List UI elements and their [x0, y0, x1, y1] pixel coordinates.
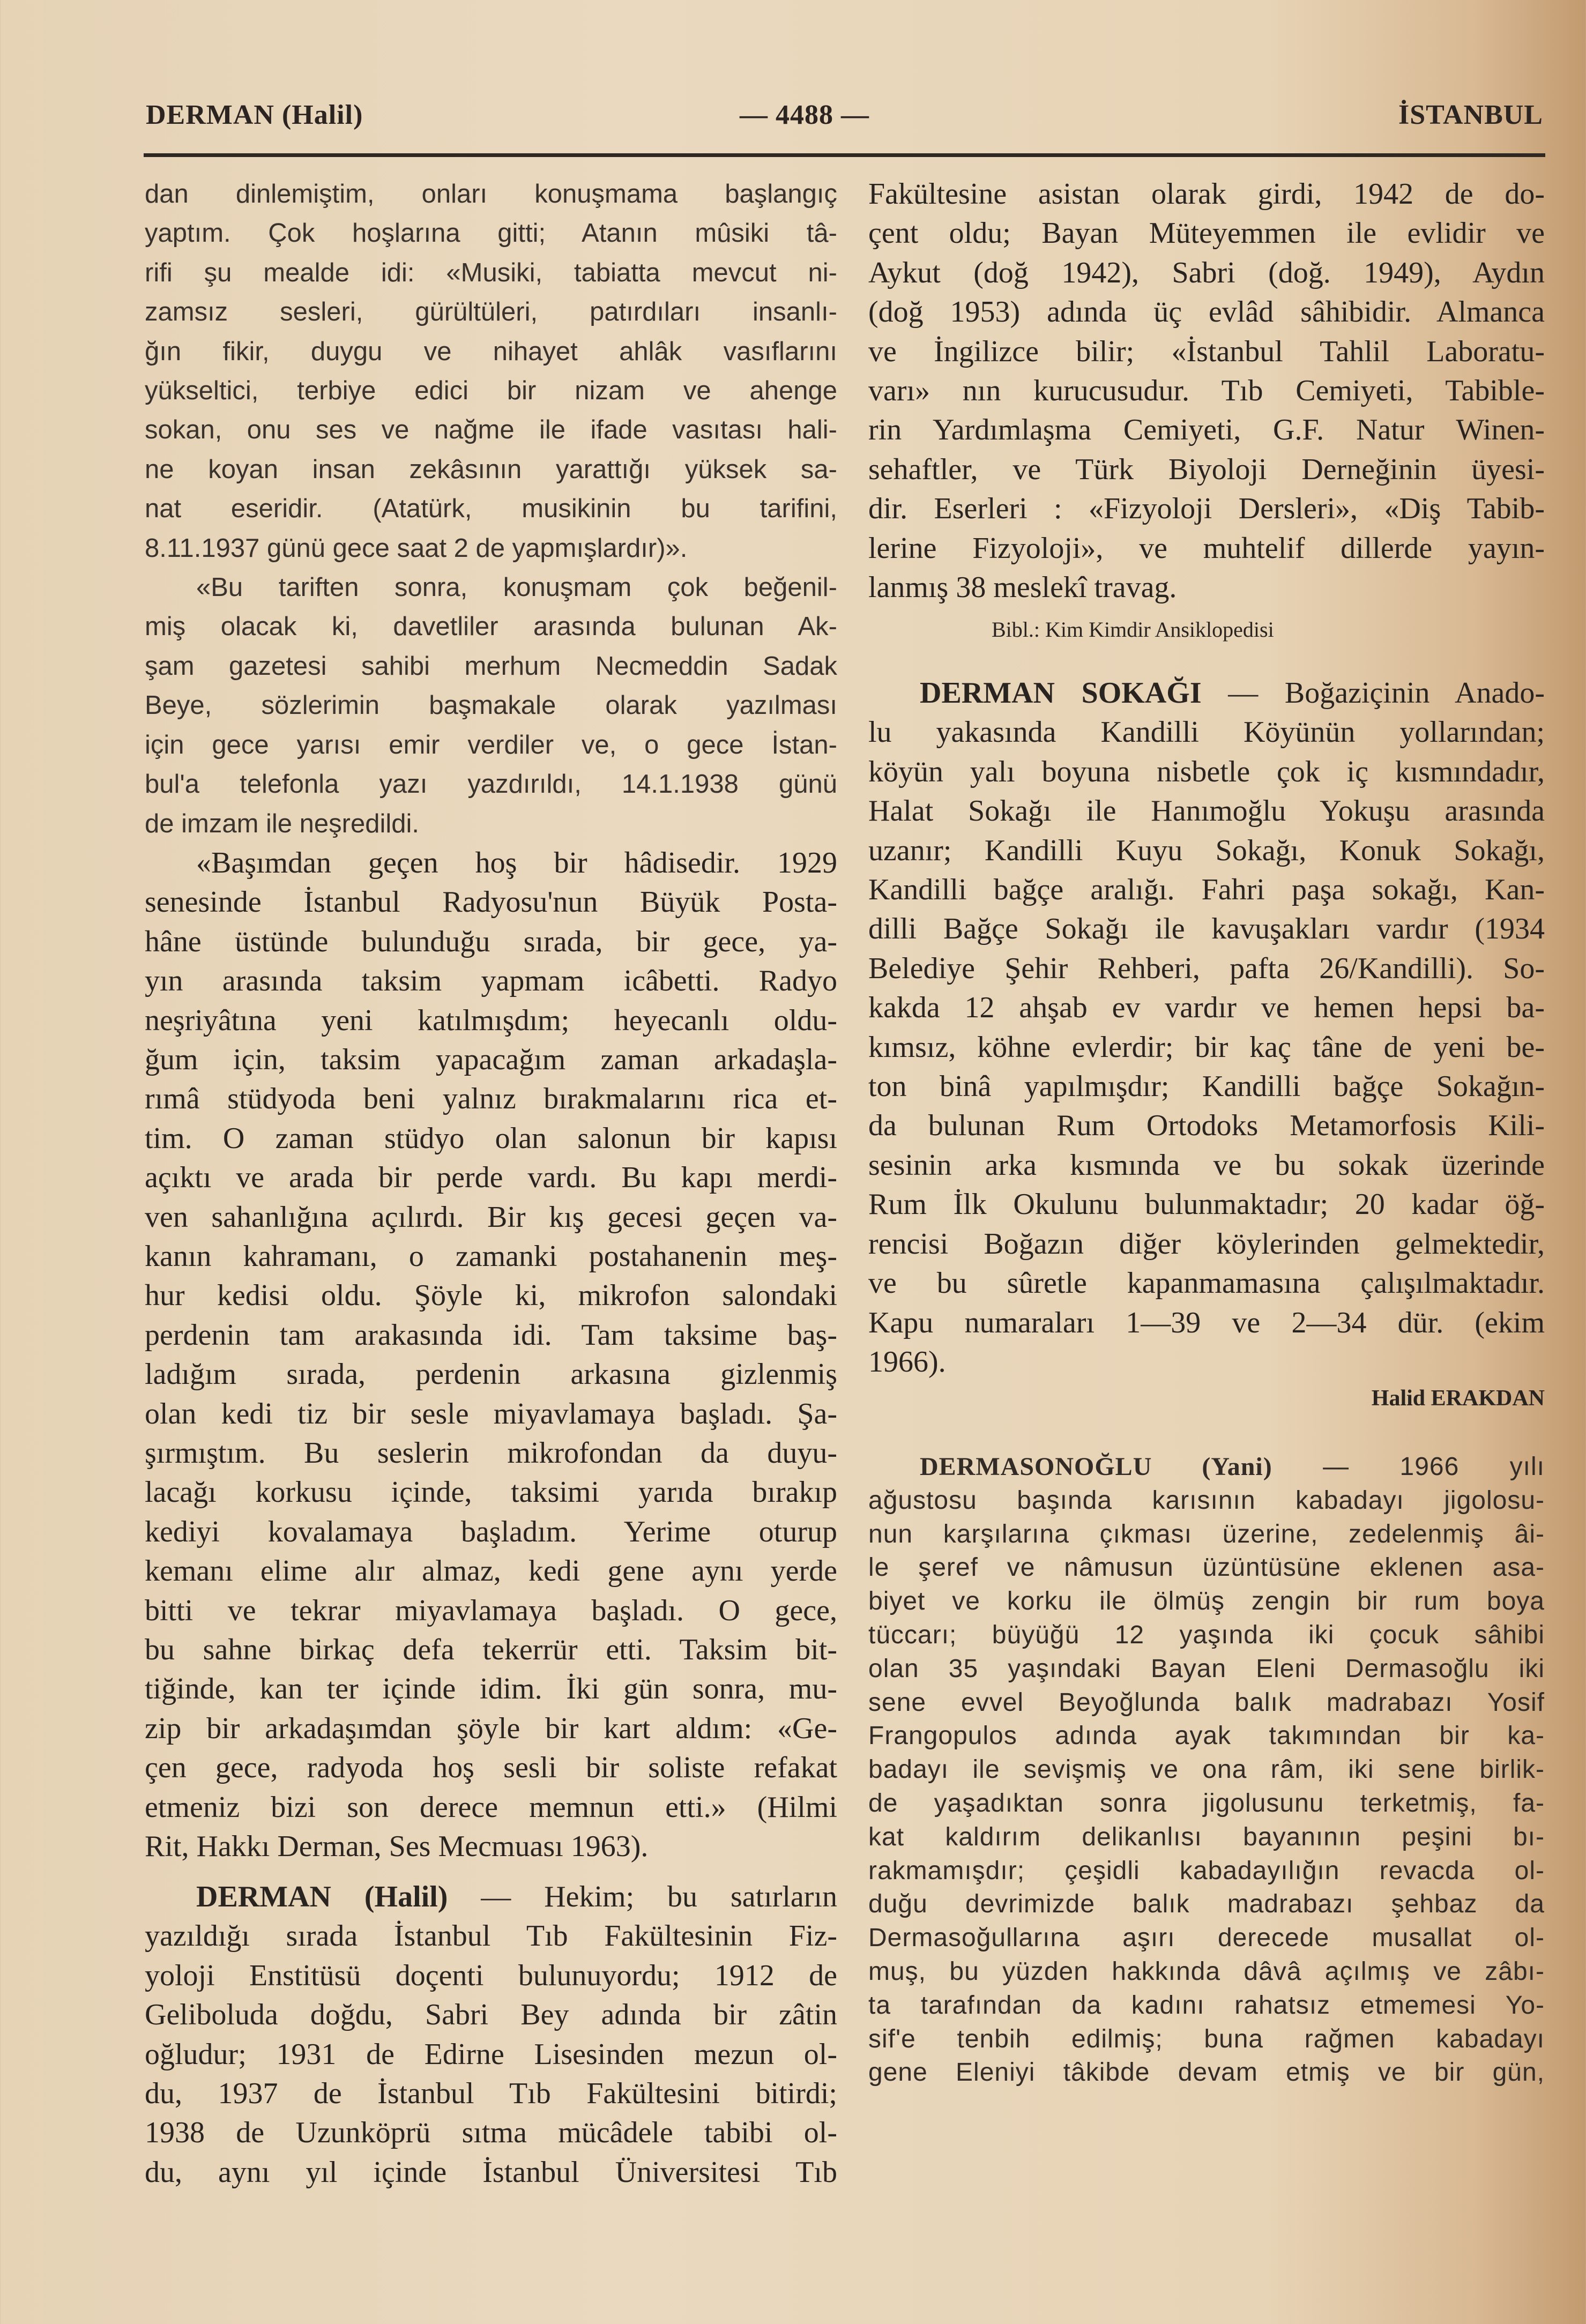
text-line	[145, 2074, 837, 2113]
line-text: tiğinde, kan ter içinde idim. İki gün sonra, mu-	[145, 1672, 837, 1706]
entry-heading: DERMAN (Halil)	[196, 1880, 448, 1913]
text-line	[145, 2153, 837, 2192]
line-text: (doğ 1953) adında üç evlâd sâhibidir. Almanca	[868, 295, 1545, 329]
line-text: bitti ve tekrar miyavlamaya başladı. O gece,	[145, 1593, 837, 1627]
text-line	[868, 870, 1545, 910]
text-line	[145, 726, 837, 765]
line-text: du, aynı yıl içinde İstanbul Üniversitesi Tıb	[145, 2155, 837, 2189]
line-text: Aykut (doğ 1942), Sabri (doğ. 1949), Aydın	[868, 256, 1545, 289]
text-line	[145, 371, 837, 411]
line-text: ta tarafından da kadını rahatsız etmemesi Yo-	[868, 1991, 1545, 2020]
text-line	[145, 1878, 837, 1917]
text-line	[145, 844, 837, 883]
line-text: Kandilli bağçe aralığı. Fahri paşa sokağı, Kan-	[868, 873, 1545, 907]
line-text: Geliboluda doğdu, Sabri Bey adında bir zâtin	[145, 1998, 837, 2032]
line-text: muş, bu yüzden hakkında dâvâ açılmış ve zâbı-	[868, 1957, 1545, 1986]
text-line	[145, 1237, 837, 1276]
text-line	[868, 1343, 1545, 1382]
text-line	[145, 1040, 837, 1079]
text-line	[868, 2023, 1545, 2057]
line-text: sene evvel Beyoğlunda balık madrabazı Yosif	[868, 1688, 1545, 1717]
text-line	[145, 962, 837, 1001]
text-line	[145, 568, 837, 607]
text-line	[145, 411, 837, 450]
text-line	[145, 1630, 837, 1670]
text-line	[868, 1067, 1545, 1106]
text-line	[145, 805, 837, 844]
text-line	[868, 1652, 1545, 1686]
text-line	[868, 371, 1545, 411]
text-line	[868, 910, 1545, 949]
line-text: yükseltici, terbiye edici bir nizam ve ahenge	[145, 376, 837, 406]
text-line	[868, 1921, 1545, 1955]
text-line	[868, 450, 1545, 489]
line-text: dilli Bağçe Sokağı ile kavuşakları vardır (1934	[868, 912, 1545, 946]
text-line	[145, 1956, 837, 1995]
line-text: zamsız sesleri, gürültüleri, patırdıları insanlı-	[145, 297, 837, 327]
text-line	[145, 883, 837, 922]
text-line	[868, 674, 1545, 713]
line-text: olan kedi tiz bir sesle miyavlamaya başladı. Şa-	[145, 1397, 837, 1431]
text-line	[868, 1619, 1545, 1652]
line-text: kımsız, köhne evlerdir; bir kaç tâne de yeni be-	[868, 1030, 1545, 1064]
text-line	[868, 1518, 1545, 1552]
text-line	[145, 1158, 837, 1197]
header-rule	[144, 153, 1545, 157]
line-text: ven sahanlığına açılırdı. Bir kış gecesi geçen va-	[145, 1200, 837, 1234]
line-text: lacağı korkusu içinde, taksimi yarıda bırakıp	[145, 1476, 837, 1509]
text-line	[145, 1198, 837, 1237]
line-text: le şeref ve nâmusun üzüntüsüne eklenen asa-	[868, 1553, 1545, 1582]
entry-dermasonoglu	[868, 1450, 1545, 2090]
entry-derman-halil	[145, 1878, 837, 2192]
text-line	[868, 1225, 1545, 1264]
line-text: yaptım. Çok hoşlarına gitti; Atanın mûsiki tâ-	[145, 219, 837, 248]
line-text: varı» nın kurucusudur. Tıb Cemiyeti, Tabible-	[868, 374, 1545, 408]
text-line	[145, 647, 837, 686]
line-text: neşriyâtına yeni katılmışdım; heyecanlı oldu-	[145, 1003, 837, 1037]
line-text: ağustosu başında karısının kabadayı jigolosu-	[868, 1486, 1545, 1515]
text-line	[868, 489, 1545, 528]
text-line	[868, 1106, 1545, 1145]
line-text: rımâ stüdyoda beni yalnız bırakmalarını rica et-	[145, 1082, 837, 1116]
line-text: ne koyan insan zekâsının yarattığı yüksek sa-	[145, 455, 837, 484]
text-line	[868, 1185, 1545, 1224]
line-text: kanın kahramanı, o zamanki postahanenin meş-	[145, 1239, 837, 1273]
text-line	[145, 686, 837, 725]
line-text: kat kaldırım delikanlısı bayanının peşini bı-	[868, 1822, 1545, 1851]
line-text: — 1966 yılı	[1272, 1452, 1545, 1481]
line-text: kemanı elime alır almaz, kedi gene aynı yerde	[145, 1554, 837, 1588]
text-line	[868, 1551, 1545, 1585]
text-line	[145, 450, 837, 489]
line-text: Halat Sokağı ile Hanımoğlu Yokuşu arasında	[868, 794, 1545, 828]
line-text: rakmamışdır; çeşidli kabadayılığın revacda ol-	[868, 1856, 1545, 1885]
left-column-text	[145, 175, 837, 1866]
text-line	[868, 1484, 1545, 1518]
text-line	[868, 1719, 1545, 1753]
text-line	[145, 1079, 837, 1119]
line-text: kediyi kovalamaya başladım. Yerime oturup	[145, 1515, 837, 1548]
text-line	[868, 2056, 1545, 2090]
line-text: uzanır; Kandilli Kuyu Sokağı, Konuk Sokağı,	[868, 833, 1545, 867]
entry-heading: DERMAN SOKAĞI	[920, 676, 1202, 710]
text-line	[145, 1316, 837, 1355]
line-text: bul'a telefonla yazı yazdırıldı, 14.1.1938 günü	[145, 770, 837, 799]
line-text: ton binâ yapılmışdır; Kandilli bağçe Sokağın-	[868, 1070, 1545, 1104]
line-text: çent oldu; Bayan Müteyemmen ile evlidir ve	[868, 217, 1545, 250]
line-text: Frangopulos adında ayak takımından bir ka-	[868, 1722, 1545, 1751]
line-text: Belediye Şehir Rehberi, pafta 26/Kandilli). So-	[868, 951, 1545, 985]
line-text: 1938 de Uzunköprü sıtma mücâdele tabibi ol-	[145, 2116, 837, 2150]
line-text: yoloji Enstitüsü doçenti bulunuyordu; 1912 de	[145, 1958, 837, 1992]
text-line	[868, 254, 1545, 293]
text-line	[868, 1753, 1545, 1787]
line-text: lu yakasında Kandilli Köyünün yollarından;	[868, 716, 1545, 749]
text-line	[145, 2113, 837, 2152]
text-line	[145, 1355, 837, 1394]
line-text: Beye, sözlerimin başmakale olarak yazılması	[145, 691, 837, 720]
text-line	[868, 1146, 1545, 1185]
line-text: tim. O zaman stüdyo olan salonun bir kapısı	[145, 1121, 837, 1155]
text-line	[145, 1748, 837, 1787]
line-text: biyet ve korku ile ölmüş zengin bir rum boya	[868, 1587, 1545, 1616]
line-text: sehaftler, ve Türk Biyoloji Derneğinin üyesi-	[868, 452, 1545, 486]
text-line	[868, 568, 1545, 607]
bibliography-note: Bibl.: Kim Kimdir Ansiklopedisi	[992, 617, 1274, 642]
paragraph	[145, 844, 837, 1867]
line-text: hur kedisi oldu. Şöyle ki, mikrofon salondaki	[145, 1279, 837, 1313]
line-text: yın arasında taksim yapmam icâbetti. Radyo	[145, 964, 837, 998]
line-text: «Bu tariften sonra, konuşmam çok beğenil-	[196, 573, 837, 602]
line-text: lerine Fizyoloji», ve muhtelif dillerde yayın-	[868, 531, 1545, 565]
line-text: nat eseridir. (Atatürk, musikinin bu tarifini,	[145, 494, 837, 524]
text-line	[145, 1827, 837, 1866]
running-head-entry: DERMAN (Halil)	[146, 100, 363, 130]
line-text: — Boğaziçinin Anado-	[1201, 676, 1545, 710]
line-text: çen gece, radyoda hoş sesli bir soliste refakat	[145, 1751, 837, 1785]
text-line	[868, 1686, 1545, 1720]
line-text: bu sahne birkaç defa tekerrür etti. Taksim bit-	[145, 1633, 837, 1667]
paragraph	[145, 175, 837, 568]
line-text: rifi şu mealde idi: «Musiki, tabiatta mevcut ni-	[145, 258, 837, 287]
line-text: zip bir arkadaşımdan şöyle bir kart aldım: «Ge-	[145, 1711, 837, 1745]
paragraph	[145, 1878, 837, 2192]
text-line	[868, 1854, 1545, 1888]
text-line	[868, 1028, 1545, 1067]
paragraph	[868, 175, 1545, 607]
line-text: sif'e tenbih edilmiş; buna rağmen kabadayı	[868, 2024, 1545, 2053]
entry-derman-sokagi	[868, 674, 1545, 1382]
line-text: Rit, Hakkı Derman, Ses Mecmuası 1963).	[145, 1830, 649, 1864]
text-line	[868, 1264, 1545, 1303]
text-line	[868, 753, 1545, 792]
line-text: senesinde İstanbul Radyosu'nun Büyük Posta-	[145, 885, 837, 919]
text-line	[868, 1585, 1545, 1619]
text-line	[145, 1917, 837, 1956]
line-text: olan 35 yaşındaki Bayan Eleni Dermasoğlu iki	[868, 1654, 1545, 1683]
line-text: 1966).	[868, 1345, 946, 1379]
text-line	[145, 1709, 837, 1748]
paragraph	[868, 1450, 1545, 2090]
line-text: tüccarı; büyüğü 12 yaşında iki çocuk sâhibi	[868, 1620, 1545, 1649]
text-line	[868, 293, 1545, 332]
text-line	[868, 332, 1545, 371]
text-line	[145, 1995, 837, 2035]
text-line	[145, 1276, 837, 1315]
line-text: lanmış 38 meslekî travag.	[868, 571, 1177, 605]
line-text: «Başımdan geçen hoş bir hâdisedir. 1929	[196, 846, 837, 880]
paragraph	[145, 568, 837, 844]
text-line	[145, 607, 837, 646]
text-line	[145, 254, 837, 293]
text-line	[145, 1434, 837, 1473]
line-text: Kapu numaraları 1—39 ve 2—34 dür. (ekim	[868, 1306, 1545, 1339]
paragraph	[868, 674, 1545, 1382]
text-line	[145, 214, 837, 253]
text-line	[145, 1591, 837, 1630]
text-line	[868, 792, 1545, 831]
right-column-continuation	[868, 175, 1545, 607]
text-line	[868, 1821, 1545, 1854]
text-line	[868, 1989, 1545, 2023]
text-line	[145, 529, 837, 568]
line-text: için gece yarısı emir verdiler ve, o gece İstan-	[145, 730, 837, 759]
text-line	[868, 529, 1545, 568]
line-text: nun karşılarına çıkması üzerine, zedelenmiş âi-	[868, 1519, 1545, 1548]
line-text: yazıldığı sırada İstanbul Tıb Fakültesinin Fiz-	[145, 1919, 837, 1953]
line-text: de yaşadıktan sonra jigolusunu terketmiş, fa-	[868, 1789, 1545, 1818]
line-text: ve İngilizce bilir; «İstanbul Tahlil Laboratu-	[868, 334, 1545, 368]
line-text: du, 1937 de İstanbul Tıb Fakültesini bitirdi;	[145, 2077, 837, 2111]
text-line	[868, 1450, 1545, 1484]
line-text: 8.11.1937 günü gece saat 2 de yapmışlardır)».	[145, 533, 688, 563]
line-text: sesinin arka kısmında ve bu sokak üzerinde	[868, 1148, 1545, 1182]
line-text: perdenin tam arakasında idi. Tam taksime baş-	[145, 1318, 837, 1352]
line-text: hâne üstünde bulunduğu sırada, bir gece, ya-	[145, 925, 837, 958]
line-text: miş olacak ki, davetliler arasında bulunan Ak-	[145, 612, 837, 642]
line-text: badayı ile sevişmiş ve ona râm, iki sene birlik-	[868, 1755, 1545, 1784]
text-line	[145, 293, 837, 332]
text-line	[868, 175, 1545, 214]
text-line	[145, 1119, 837, 1158]
text-line	[145, 922, 837, 962]
author-signature: Halid ERAKDAN	[1371, 1386, 1545, 1411]
line-text: ğum için, taksim yapacağım zaman arkadaşla-	[145, 1042, 837, 1076]
line-text: — Hekim; bu satırların	[448, 1880, 837, 1913]
text-line	[145, 1001, 837, 1040]
text-line	[145, 1788, 837, 1827]
line-text: şırmıştım. Bu seslerin mikrofondan da duyu-	[145, 1436, 837, 1470]
text-line	[145, 489, 837, 528]
text-line	[145, 765, 837, 804]
text-line	[145, 1473, 837, 1512]
text-line	[868, 1787, 1545, 1821]
line-text: de imzam ile neşredildi.	[145, 809, 419, 838]
line-text: dir. Eserleri : «Fizyoloji Dersleri», «Diş Tabib-	[868, 492, 1545, 526]
text-line	[145, 332, 837, 371]
line-text: Dermasoğullarına aşırı derecede musallat ol-	[868, 1924, 1545, 1953]
line-text: dan dinlemiştim, onları konuşmama başlangıç	[145, 180, 837, 208]
entry-heading: DERMASONOĞLU (Yani)	[920, 1452, 1272, 1481]
line-text: sokan, onu ses ve nağme ile ifade vasıtası hali-	[145, 415, 837, 445]
text-line	[868, 949, 1545, 988]
line-text: Fakültesine asistan olarak girdi, 1942 de do-	[868, 177, 1545, 211]
line-text: açıktı ve arada bir perde vardı. Bu kapı merdi-	[145, 1161, 837, 1195]
line-text: oğludur; 1931 de Edirne Lisesinden mezun ol-	[145, 2037, 837, 2071]
text-line	[868, 1888, 1545, 1921]
text-line	[145, 1513, 837, 1552]
line-text: ğın fikir, duygu ve nihayet ahlâk vasıflarını	[145, 337, 837, 366]
text-line	[145, 1552, 837, 1591]
line-text: da bulunan Rum Ortodoks Metamorfosis Kili-	[868, 1109, 1545, 1143]
line-text: Rum İlk Okulunu bulunmaktadır; 20 kadar öğ-	[868, 1188, 1545, 1221]
line-text: köyün yalı boyuna nisbetle çok iç kısmındadır,	[868, 755, 1545, 788]
line-text: etmeniz bizi son derece memnun etti.» (Hilmi	[145, 1790, 837, 1824]
line-text: kakda 12 ahşab ev vardır ve hemen hepsi ba-	[868, 991, 1545, 1025]
text-line	[868, 988, 1545, 1027]
text-line	[145, 1395, 837, 1434]
text-line	[145, 2035, 837, 2074]
text-line	[868, 214, 1545, 253]
text-line	[145, 1670, 837, 1709]
line-text: duğu devrimizde balık madrabazı şehbaz da	[868, 1890, 1545, 1919]
running-head-section: İSTANBUL	[1398, 100, 1543, 130]
line-text: ve bu sûretle kapanmamasına çalışılmaktadır.	[868, 1267, 1545, 1300]
line-text: gene Eleniyi tâkibde devam etmiş ve bir gün,	[868, 2058, 1545, 2087]
line-text: rin Yardımlaşma Cemiyeti, G.F. Natur Winen-	[868, 413, 1545, 447]
text-line	[868, 831, 1545, 870]
line-text: rencisi Boğazın diğer köylerinden gelmektedir,	[868, 1227, 1545, 1261]
line-text: ladığım sırada, perdenin arkasına gizlenmiş	[145, 1358, 837, 1391]
text-line	[868, 411, 1545, 450]
text-line	[868, 713, 1545, 752]
text-line	[145, 175, 837, 214]
text-line	[868, 1303, 1545, 1343]
line-text: şam gazetesi sahibi merhum Necmeddin Sadak	[145, 651, 837, 681]
page-number: — 4488 —	[740, 100, 869, 130]
text-line	[868, 1955, 1545, 1989]
